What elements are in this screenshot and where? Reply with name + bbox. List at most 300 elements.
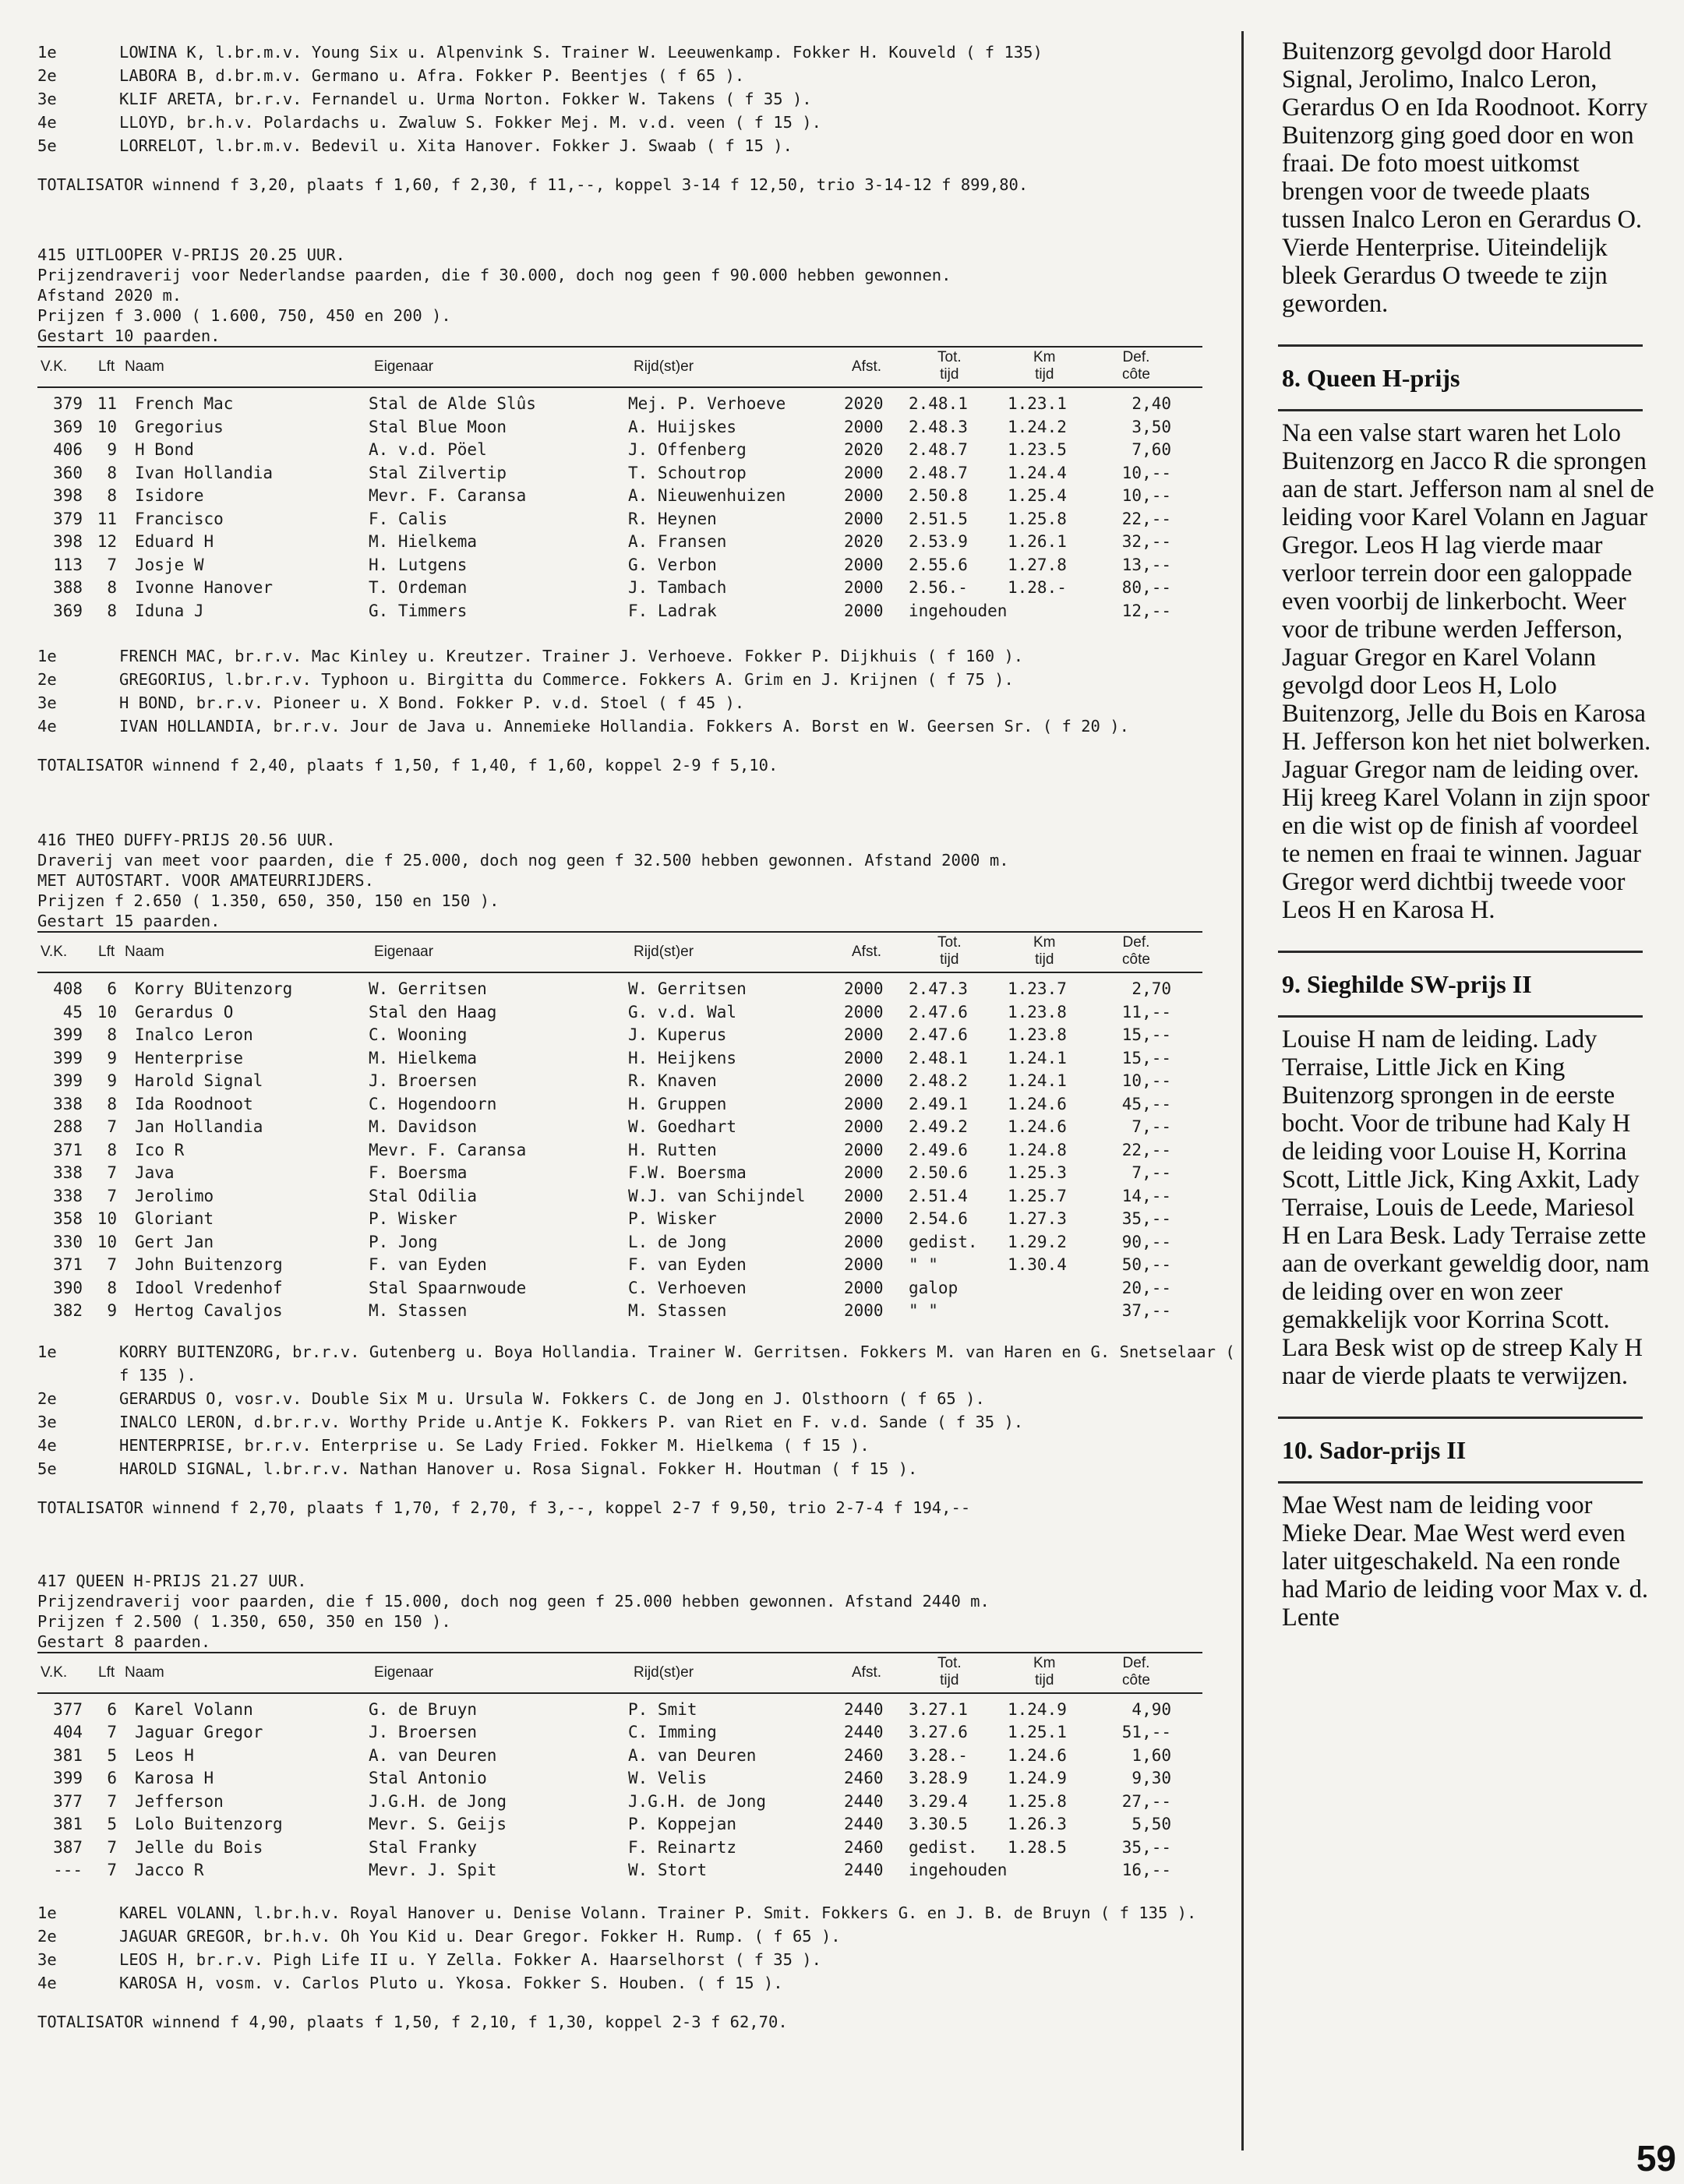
table-row bbox=[37, 462, 1210, 485]
column-header-line: côte bbox=[1122, 1671, 1150, 1688]
rijder-cell: P. Wisker bbox=[628, 1209, 717, 1228]
afst-cell: 2000 bbox=[844, 417, 884, 436]
race-header-line: Prijzendraverij voor Nederlandse paarden, die f 30.000, doch nog geen f 90.000 hebben gewonnen. bbox=[37, 266, 951, 284]
column-header-lft: Lft bbox=[98, 358, 115, 375]
column-divider bbox=[1241, 31, 1244, 2150]
placing-rank: 2e bbox=[37, 66, 57, 85]
placing-rank: 5e bbox=[37, 1459, 57, 1478]
table-row bbox=[37, 1024, 1210, 1047]
eigenaar-cell: Stal den Haag bbox=[369, 1002, 497, 1021]
cote-cell: 35,-- bbox=[1121, 1837, 1171, 1857]
afst-cell: 2460 bbox=[844, 1837, 884, 1857]
placing-row bbox=[37, 87, 1210, 111]
column-header-eigenaar: Eigenaar bbox=[374, 358, 434, 375]
table-row bbox=[37, 1070, 1210, 1093]
km-tijd-cell: 1.24.9 bbox=[1008, 1769, 1067, 1787]
column-header-line: Km bbox=[1033, 1654, 1056, 1671]
vk-cell: 371 bbox=[53, 1255, 83, 1274]
km-tijd-cell: 1.25.3 bbox=[1008, 1163, 1067, 1182]
eigenaar-cell: Stal Spaarnwoude bbox=[369, 1278, 527, 1297]
naam-cell: Karosa H bbox=[135, 1769, 214, 1787]
placing-row bbox=[37, 1971, 1210, 1995]
cote-cell: 90,-- bbox=[1121, 1232, 1171, 1251]
rijder-cell: L. de Jong bbox=[628, 1232, 727, 1251]
afst-cell: 2000 bbox=[844, 601, 884, 620]
afst-cell: 2440 bbox=[844, 1791, 884, 1811]
tot-tijd-cell: 2.49.6 bbox=[909, 1140, 968, 1159]
table-rule bbox=[37, 1692, 1202, 1694]
table-row bbox=[37, 1093, 1210, 1117]
cote-cell: 13,-- bbox=[1121, 555, 1171, 574]
report-paragraph: Louise H nam de leiding. Lady Terraise, Little Jick en King Buitenzorg sprongen in de eerste bocht. Voor de tribune had Kaly H de leiding voor Louise H, Korrina Scott, Little Jick, King Axkit, Lady Terraise, Louis de Leede, Mariesol H en Lara Besk. Lady Terraise zette aan de overkant geweldig door, nam de leiding over en won zeer gemakkelijk voor Korrina Scott. Lara Besk wist op de streep Kaly H naar de vierde plaats te verwijzen. bbox=[1282, 1025, 1650, 1390]
placing-rank: 1e bbox=[37, 1342, 57, 1361]
naam-cell: Gloriant bbox=[135, 1209, 214, 1228]
rijder-cell: C. Verhoeven bbox=[628, 1278, 747, 1297]
placing-row bbox=[37, 644, 1210, 668]
naam-cell: Jacco R bbox=[135, 1861, 204, 1879]
cote-cell: 11,-- bbox=[1121, 1002, 1171, 1021]
naam-cell: Ivonne Hanover bbox=[135, 578, 274, 597]
eigenaar-cell: Stal Zilvertip bbox=[369, 463, 507, 482]
vk-cell: 45 bbox=[62, 1002, 83, 1021]
tot-tijd-cell: " " bbox=[909, 1255, 938, 1274]
placing-row bbox=[37, 134, 1210, 157]
cote-cell: 20,-- bbox=[1121, 1278, 1171, 1297]
rijder-cell: A. Huijskes bbox=[628, 417, 737, 436]
vk-cell: 377 bbox=[53, 1699, 83, 1719]
rijder-cell: F. Reinartz bbox=[628, 1837, 737, 1857]
vk-cell: 399 bbox=[53, 1071, 83, 1090]
placing-text: LLOYD, br.h.v. Polardachs u. Zwaluw S. Fokker Mej. M. v.d. veen ( f 15 ). bbox=[119, 113, 821, 132]
race-header-line: Prijzen f 2.650 ( 1.350, 650, 350, 150 en 150 ). bbox=[37, 891, 500, 910]
vk-cell: 338 bbox=[53, 1186, 83, 1205]
rijder-cell: G. Verbon bbox=[628, 555, 717, 574]
eigenaar-cell: Stal Blue Moon bbox=[369, 417, 507, 436]
afst-cell: 2440 bbox=[844, 1723, 884, 1741]
race-report-column bbox=[1282, 37, 1656, 1632]
race-416-header bbox=[37, 830, 1210, 931]
column-header-afst: Afst. bbox=[852, 358, 882, 375]
vk-cell: 379 bbox=[53, 509, 83, 528]
naam-cell: Jerolimo bbox=[135, 1186, 214, 1205]
placing-row bbox=[37, 1387, 1210, 1410]
afst-cell: 2000 bbox=[844, 578, 884, 597]
afst-cell: 2000 bbox=[844, 1094, 884, 1113]
column-header-naam: Naam bbox=[125, 1664, 164, 1681]
race-header-line: Gestart 10 paarden. bbox=[37, 326, 221, 345]
cote-cell: 35,-- bbox=[1121, 1209, 1171, 1228]
placing-rank: 1e bbox=[37, 43, 57, 62]
vk-cell: 330 bbox=[53, 1232, 83, 1251]
km-tijd-cell: 1.23.1 bbox=[1008, 394, 1067, 413]
tot-tijd-cell: 2.56.- bbox=[909, 578, 968, 597]
column-header-def1 bbox=[1122, 349, 1150, 383]
table-row bbox=[37, 1001, 1210, 1025]
eigenaar-cell: J. Broersen bbox=[369, 1071, 478, 1090]
lft-cell: 11 bbox=[97, 394, 117, 413]
tot-tijd-cell: 2.48.7 bbox=[909, 440, 968, 459]
table-row bbox=[37, 416, 1210, 439]
tot-tijd-cell: 3.28.9 bbox=[909, 1769, 968, 1787]
lft-cell: 5 bbox=[107, 1815, 117, 1833]
km-tijd-cell: 1.24.6 bbox=[1008, 1117, 1067, 1136]
eigenaar-cell: Stal Odilia bbox=[369, 1186, 478, 1205]
naam-cell: Gregorius bbox=[135, 417, 224, 436]
cote-cell: 4,90 bbox=[1131, 1699, 1171, 1719]
lft-cell: 7 bbox=[107, 1791, 117, 1811]
table-rule bbox=[37, 972, 1202, 973]
table-row bbox=[37, 1047, 1210, 1071]
naam-cell: Jefferson bbox=[135, 1791, 224, 1811]
table-row bbox=[37, 531, 1210, 554]
lft-cell: 11 bbox=[97, 509, 117, 528]
eigenaar-cell: W. Gerritsen bbox=[369, 979, 487, 998]
naam-cell: Harold Signal bbox=[135, 1071, 263, 1090]
cote-cell: 10,-- bbox=[1121, 463, 1171, 482]
cote-cell: 12,-- bbox=[1121, 601, 1171, 620]
column-header-tot1 bbox=[937, 1655, 962, 1689]
eigenaar-cell: J.G.H. de Jong bbox=[369, 1791, 507, 1811]
lft-cell: 7 bbox=[107, 1861, 117, 1879]
vk-cell: 358 bbox=[53, 1209, 83, 1228]
column-header-line: tijd bbox=[1035, 951, 1054, 968]
rijder-cell: A. Nieuwenhuizen bbox=[628, 486, 786, 505]
lft-cell: 7 bbox=[107, 1163, 117, 1182]
rijder-cell: R. Knaven bbox=[628, 1071, 717, 1090]
placing-text: H BOND, br.r.v. Pioneer u. X Bond. Fokker P. v.d. Stoel ( f 45 ). bbox=[119, 693, 745, 712]
rijder-cell: F. Ladrak bbox=[628, 601, 717, 620]
placing-text: LOWINA K, l.br.m.v. Young Six u. Alpenvink S. Trainer W. Leeuwenkamp. Fokker H. Kouveld ( f 135) bbox=[119, 43, 1043, 62]
column-header-line: Tot. bbox=[937, 1654, 962, 1671]
rijder-cell: J. Kuperus bbox=[628, 1025, 727, 1044]
race-417 bbox=[37, 1571, 1210, 2034]
tot-tijd-cell: 2.50.8 bbox=[909, 486, 968, 505]
afst-cell: 2000 bbox=[844, 1163, 884, 1182]
vk-cell: 360 bbox=[53, 463, 83, 482]
eigenaar-cell: Stal Antonio bbox=[369, 1769, 487, 1787]
tot-tijd-cell: galop bbox=[909, 1278, 959, 1297]
eigenaar-cell: A. v.d. Pöel bbox=[369, 440, 487, 459]
placing-rank: 5e bbox=[37, 136, 57, 155]
km-tijd-cell: 1.24.6 bbox=[1008, 1745, 1067, 1765]
km-tijd-cell: 1.25.8 bbox=[1008, 1791, 1067, 1811]
lft-cell: 6 bbox=[107, 1769, 117, 1787]
lft-cell: 7 bbox=[107, 1186, 117, 1205]
rijder-cell: F. van Eyden bbox=[628, 1255, 747, 1274]
vk-cell: 408 bbox=[53, 979, 83, 998]
afst-cell: 2000 bbox=[844, 1048, 884, 1067]
race-414-totalisator: TOTALISATOR winnend f 3,20, plaats f 1,60, f 2,30, f 11,--, koppel 3-14 f 12,50, trio 3-14-12 f 899,80. bbox=[37, 175, 1029, 194]
column-header-afst: Afst. bbox=[852, 1664, 882, 1681]
tot-tijd-cell: 2.53.9 bbox=[909, 532, 968, 551]
cote-cell: 1,60 bbox=[1131, 1745, 1171, 1765]
eigenaar-cell: J. Broersen bbox=[369, 1723, 478, 1741]
lft-cell: 7 bbox=[107, 1117, 117, 1136]
rijder-cell: A. van Deuren bbox=[628, 1745, 757, 1765]
naam-cell: Gerardus O bbox=[135, 1002, 234, 1021]
lft-cell: 10 bbox=[97, 1232, 117, 1251]
column-header-line: tijd bbox=[940, 366, 959, 383]
naam-cell: Eduard H bbox=[135, 532, 214, 551]
naam-cell: John Buitenzorg bbox=[135, 1255, 283, 1274]
afst-cell: 2000 bbox=[844, 1186, 884, 1205]
rijder-cell: J. Offenberg bbox=[628, 440, 747, 459]
naam-cell: Jan Hollandia bbox=[135, 1117, 263, 1136]
tot-tijd-cell: 2.51.5 bbox=[909, 509, 968, 528]
lft-cell: 10 bbox=[97, 1209, 117, 1228]
vk-cell: 398 bbox=[53, 486, 83, 505]
vk-cell: 399 bbox=[53, 1048, 83, 1067]
eigenaar-cell: G. de Bruyn bbox=[369, 1699, 478, 1719]
race-header-line: Prijzen f 2.500 ( 1.350, 650, 350 en 150 ). bbox=[37, 1611, 451, 1631]
afst-cell: 2000 bbox=[844, 1002, 884, 1021]
afst-cell: 2000 bbox=[844, 486, 884, 505]
placing-text: GREGORIUS, l.br.r.v. Typhoon u. Birgitta du Commerce. Fokkers A. Grim en J. Krijnen ( f 75 ). bbox=[119, 670, 1014, 689]
naam-cell: French Mac bbox=[135, 394, 234, 413]
tot-tijd-cell: 2.48.1 bbox=[909, 1048, 968, 1067]
naam-cell: Jelle du Bois bbox=[135, 1837, 263, 1857]
table-row bbox=[37, 439, 1210, 462]
table-column-header bbox=[37, 933, 1210, 972]
lft-cell: 7 bbox=[107, 1837, 117, 1857]
vk-cell: 338 bbox=[53, 1163, 83, 1182]
column-header-km1 bbox=[1033, 349, 1056, 383]
placing-text: KAROSA H, vosm. v. Carlos Pluto u. Ykosa. Fokker S. Houben. ( f 15 ). bbox=[119, 1973, 783, 1992]
cote-cell: 5,50 bbox=[1131, 1815, 1171, 1833]
naam-cell: Java bbox=[135, 1163, 175, 1182]
km-tijd-cell: 1.23.5 bbox=[1008, 440, 1067, 459]
placing-text: LABORA B, d.br.m.v. Germano u. Afra. Fokker P. Beentjes ( f 65 ). bbox=[119, 66, 745, 85]
race-header-line: Prijzendraverij voor paarden, die f 15.000, doch nog geen f 25.000 hebben gewonnen. Afstand 2440 m. bbox=[37, 1591, 990, 1611]
tot-tijd-cell: 2.49.1 bbox=[909, 1094, 968, 1113]
race-header-line: Draverij van meet voor paarden, die f 25.000, doch nog geen f 32.500 hebben gewonnen. Afstand 2000 m. bbox=[37, 851, 1009, 870]
placing-row bbox=[37, 1948, 1210, 1971]
placing-text: LORRELOT, l.br.m.v. Bedevil u. Xita Hanover. Fokker J. Swaab ( f 15 ). bbox=[119, 136, 793, 155]
km-tijd-cell: 1.25.4 bbox=[1008, 486, 1067, 505]
lft-cell: 8 bbox=[107, 1094, 117, 1113]
km-tijd-cell: 1.24.6 bbox=[1008, 1094, 1067, 1113]
naam-cell: Korry BUitenzorg bbox=[135, 979, 293, 998]
eigenaar-cell: Stal Franky bbox=[369, 1837, 478, 1857]
placing-text: IVAN HOLLANDIA, br.r.v. Jour de Java u. Annemieke Hollandia. Fokkers A. Borst en W. Geersen Sr. ( f 20 ). bbox=[119, 717, 1129, 736]
km-tijd-cell: 1.24.2 bbox=[1008, 417, 1067, 436]
rijder-cell: T. Schoutrop bbox=[628, 463, 747, 482]
column-header-def1 bbox=[1122, 934, 1150, 969]
lft-cell: 7 bbox=[107, 555, 117, 574]
column-header-line: Km bbox=[1033, 349, 1056, 365]
eigenaar-cell: A. van Deuren bbox=[369, 1745, 497, 1765]
column-header-line: Def. bbox=[1122, 1654, 1150, 1671]
afst-cell: 2020 bbox=[844, 532, 884, 551]
rijder-cell: W. Velis bbox=[628, 1769, 708, 1787]
eigenaar-cell: Mevr. F. Caransa bbox=[369, 486, 527, 505]
lft-cell: 12 bbox=[97, 532, 117, 551]
km-tijd-cell: 1.23.8 bbox=[1008, 1002, 1067, 1021]
column-header-line: Tot. bbox=[937, 934, 962, 951]
lft-cell: 8 bbox=[107, 1278, 117, 1297]
placing-rank: 3e bbox=[37, 693, 57, 712]
naam-cell: Jaguar Gregor bbox=[135, 1723, 263, 1741]
naam-cell: Ida Roodnoot bbox=[135, 1094, 253, 1113]
table-row bbox=[37, 1721, 1210, 1745]
vk-cell: 399 bbox=[53, 1025, 83, 1044]
column-header-vk: V.K. bbox=[41, 358, 68, 375]
placing-row bbox=[37, 41, 1210, 64]
placing-rank: 2e bbox=[37, 1926, 57, 1946]
report-heading: 8. Queen H-prijs bbox=[1282, 364, 1460, 392]
tot-tijd-cell: 3.29.4 bbox=[909, 1791, 968, 1811]
placing-rank: 3e bbox=[37, 1949, 57, 1969]
km-tijd-cell: 1.24.1 bbox=[1008, 1071, 1067, 1090]
rijder-cell: M. Stassen bbox=[628, 1301, 727, 1320]
naam-cell: Gert Jan bbox=[135, 1232, 214, 1251]
eigenaar-cell: G. Timmers bbox=[369, 601, 468, 620]
eigenaar-cell: T. Ordeman bbox=[369, 578, 468, 597]
tot-tijd-cell: 2.48.3 bbox=[909, 417, 968, 436]
cote-cell: 2,40 bbox=[1131, 394, 1171, 413]
lft-cell: 8 bbox=[107, 1140, 117, 1159]
lft-cell: 10 bbox=[97, 1002, 117, 1021]
rijder-cell: P. Koppejan bbox=[628, 1815, 737, 1833]
table-row bbox=[37, 1162, 1210, 1185]
column-header-rijder: Rijd(st)er bbox=[634, 1664, 694, 1681]
column-header-lft: Lft bbox=[98, 1664, 115, 1681]
tot-tijd-cell: 3.28.- bbox=[909, 1745, 968, 1765]
afst-cell: 2000 bbox=[844, 463, 884, 482]
afst-cell: 2440 bbox=[844, 1815, 884, 1833]
naam-cell: Francisco bbox=[135, 509, 224, 528]
table-row bbox=[37, 1791, 1210, 1814]
column-header-tot1 bbox=[937, 934, 962, 969]
rijder-cell: W. Goedhart bbox=[628, 1117, 737, 1136]
page-number: 59 bbox=[1636, 2138, 1676, 2179]
cote-cell: 7,60 bbox=[1131, 440, 1171, 459]
placing-text: HAROLD SIGNAL, l.br.r.v. Nathan Hanover u. Rosa Signal. Fokker H. Houtman ( f 15 ). bbox=[119, 1459, 918, 1478]
eigenaar-cell: Mevr. F. Caransa bbox=[369, 1140, 527, 1159]
vk-cell: 371 bbox=[53, 1140, 83, 1159]
tot-tijd-cell: ingehouden bbox=[909, 1861, 1008, 1879]
tot-tijd-cell: 2.49.2 bbox=[909, 1117, 968, 1136]
lft-cell: 8 bbox=[107, 601, 117, 620]
table-row bbox=[37, 978, 1210, 1001]
rijder-cell: C. Imming bbox=[628, 1723, 717, 1741]
placing-text: JAGUAR GREGOR, br.h.v. Oh You Kid u. Dear Gregor. Fokker H. Rump. ( f 65 ). bbox=[119, 1926, 841, 1946]
rijder-cell: H. Gruppen bbox=[628, 1094, 727, 1113]
rijder-cell: G. v.d. Wal bbox=[628, 1002, 737, 1021]
eigenaar-cell: C. Wooning bbox=[369, 1025, 468, 1044]
cote-cell: 15,-- bbox=[1121, 1025, 1171, 1044]
placing-rank: 4e bbox=[37, 113, 57, 132]
km-tijd-cell: 1.23.7 bbox=[1008, 979, 1067, 998]
tot-tijd-cell: 2.47.6 bbox=[909, 1025, 968, 1044]
km-tijd-cell: 1.30.4 bbox=[1008, 1255, 1067, 1274]
table-row bbox=[37, 1300, 1210, 1323]
column-header-line: tijd bbox=[1035, 1671, 1054, 1688]
afst-cell: 2000 bbox=[844, 1301, 884, 1320]
report-paragraph: Na een valse start waren het Lolo Buitenzorg en Jacco R die sprongen aan de start. Jefferson nam al snel de leiding voor Karel Volann en Jaguar Gregor. Leos H lag vierde maar verloor terrein door een galoppade even voorbij de linkerbocht. Weer voor de tribune werden Jefferson, Jaguar Gregor en Karel Volann gevolgd door Leos H, Lolo Buitenzorg, Jelle du Bois en Karosa H. Jefferson kon het niet bolwerken. Jaguar Gregor nam de leiding over. Hij kreeg Karel Volann in zijn spoor en die wist op de finish af voordeel te nemen en fraai te winnen. Jaguar Gregor werd dichtbij tweede voor Leos H en Karosa H. bbox=[1282, 419, 1654, 924]
placing-row bbox=[37, 1457, 1210, 1480]
table-row bbox=[37, 1139, 1210, 1163]
vk-cell: 382 bbox=[53, 1301, 83, 1320]
km-tijd-cell: 1.27.3 bbox=[1008, 1209, 1067, 1228]
race-415-totalisator: TOTALISATOR winnend f 2,40, plaats f 1,50, f 1,40, f 1,60, koppel 2-9 f 5,10. bbox=[37, 756, 778, 774]
column-header-lft: Lft bbox=[98, 944, 115, 960]
table-row bbox=[37, 508, 1210, 531]
cote-cell: 50,-- bbox=[1121, 1255, 1171, 1274]
km-tijd-cell: 1.27.8 bbox=[1008, 555, 1067, 574]
table-row bbox=[37, 1185, 1210, 1208]
afst-cell: 2000 bbox=[844, 1209, 884, 1228]
tot-tijd-cell: 2.51.4 bbox=[909, 1186, 968, 1205]
table-row bbox=[37, 1767, 1210, 1791]
vk-cell: 398 bbox=[53, 532, 83, 551]
lft-cell: 7 bbox=[107, 1255, 117, 1274]
placing-row bbox=[37, 1925, 1210, 1948]
race-414-placings bbox=[37, 41, 1210, 157]
cote-cell: 10,-- bbox=[1121, 1071, 1171, 1090]
afst-cell: 2460 bbox=[844, 1769, 884, 1787]
vk-cell: 369 bbox=[53, 601, 83, 620]
race-415-placings bbox=[37, 644, 1210, 738]
tot-tijd-cell: 2.50.6 bbox=[909, 1163, 968, 1182]
race-416-totalisator: TOTALISATOR winnend f 2,70, plaats f 1,70, f 2,70, f 3,--, koppel 2-7 f 9,50, trio 2-7-4 f 194,-- bbox=[37, 1498, 971, 1517]
eigenaar-cell: F. Calis bbox=[369, 509, 448, 528]
km-tijd-cell: 1.24.8 bbox=[1008, 1140, 1067, 1159]
vk-cell: 404 bbox=[53, 1723, 83, 1741]
lft-cell: 6 bbox=[107, 1699, 117, 1719]
cote-cell: 22,-- bbox=[1121, 509, 1171, 528]
column-header-line: Def. bbox=[1122, 934, 1150, 951]
tot-tijd-cell: 2.47.3 bbox=[909, 979, 968, 998]
race-header-line: Prijzen f 3.000 ( 1.600, 750, 450 en 200 ). bbox=[37, 306, 451, 325]
vk-cell: 387 bbox=[53, 1837, 83, 1857]
race-header-line: 416 THEO DUFFY-PRIJS 20.56 UUR. bbox=[37, 831, 336, 849]
column-header-tot1 bbox=[937, 349, 962, 383]
naam-cell: Inalco Leron bbox=[135, 1025, 253, 1044]
rijder-cell: H. Rutten bbox=[628, 1140, 717, 1159]
placing-text: FRENCH MAC, br.r.v. Mac Kinley u. Kreutzer. Trainer J. Verhoeve. Fokker P. Dijkhuis ( f 160 ). bbox=[119, 647, 1024, 665]
rijder-cell: W. Stort bbox=[628, 1861, 708, 1879]
placing-rank: 1e bbox=[37, 1903, 57, 1922]
eigenaar-cell: F. van Eyden bbox=[369, 1255, 487, 1274]
cote-cell: 37,-- bbox=[1121, 1301, 1171, 1320]
table-row bbox=[37, 1277, 1210, 1300]
placing-rank: 2e bbox=[37, 670, 57, 689]
column-header-line: tijd bbox=[1035, 366, 1054, 383]
lft-cell: 9 bbox=[107, 1071, 117, 1090]
table-row bbox=[37, 1813, 1210, 1836]
cote-cell: 3,50 bbox=[1131, 417, 1171, 436]
placing-text: LEOS H, br.r.v. Pigh Life II u. Y Zella. Fokker A. Haarselhorst ( f 35 ). bbox=[119, 1949, 821, 1969]
race-header-line: Gestart 8 paarden. bbox=[37, 1632, 211, 1651]
eigenaar-cell: Mevr. J. Spit bbox=[369, 1861, 497, 1879]
lft-cell: 8 bbox=[107, 486, 117, 505]
race-417-placings bbox=[37, 1901, 1210, 1995]
lft-cell: 6 bbox=[107, 979, 117, 998]
afst-cell: 2000 bbox=[844, 555, 884, 574]
vk-cell: 369 bbox=[53, 417, 83, 436]
placing-row bbox=[37, 668, 1210, 691]
cote-cell: 16,-- bbox=[1121, 1861, 1171, 1879]
vk-cell: 379 bbox=[53, 394, 83, 413]
table-row bbox=[37, 1836, 1210, 1860]
report-paragraph: Mae West nam de leiding voor Mieke Dear. Mae West werd even later uitgeschakeld. Na een ronde had Mario de leiding voor Max v. d. Lente bbox=[1282, 1491, 1648, 1632]
afst-cell: 2460 bbox=[844, 1745, 884, 1765]
vk-cell: 390 bbox=[53, 1278, 83, 1297]
tot-tijd-cell: ingehouden bbox=[909, 601, 1008, 620]
km-tijd-cell: 1.25.8 bbox=[1008, 509, 1067, 528]
vk-cell: 377 bbox=[53, 1791, 83, 1811]
